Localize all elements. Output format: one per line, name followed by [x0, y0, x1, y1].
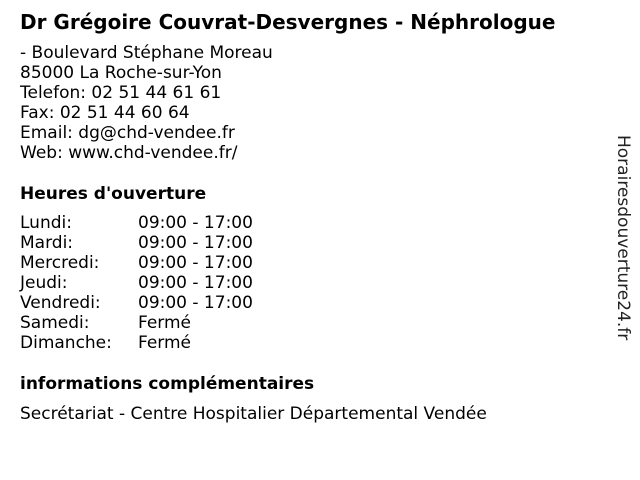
day-label: Vendredi:: [20, 293, 101, 313]
page-title: Dr Grégoire Couvrat-Desvergnes - Néphrologue: [20, 10, 556, 34]
hours-row-friday: [20, 293, 253, 313]
site-watermark: Horairesdouverture24.fr: [613, 135, 633, 341]
time-value: 09:00 - 17:00: [138, 233, 253, 253]
contact-block: [20, 43, 273, 163]
day-label: Mardi:: [20, 233, 74, 253]
day-label: Jeudi:: [20, 273, 68, 293]
web-line: Web: www.chd-vendee.fr/: [20, 143, 238, 163]
day-label: Dimanche:: [20, 333, 112, 353]
hours-row-sunday: [20, 333, 253, 353]
day-label: Samedi:: [20, 313, 90, 333]
time-value: 09:00 - 17:00: [138, 253, 253, 273]
hours-row-tuesday: [20, 233, 253, 253]
address-line: - Boulevard Stéphane Moreau: [20, 43, 273, 63]
hours-row-thursday: [20, 273, 253, 293]
email-line: Email: dg@chd-vendee.fr: [20, 123, 235, 143]
hours-row-wednesday: [20, 253, 253, 273]
time-value: 09:00 - 17:00: [138, 213, 253, 233]
phone-line: Telefon: 02 51 44 61 61: [20, 83, 222, 103]
hours-row-monday: [20, 213, 253, 233]
time-value: 09:00 - 17:00: [138, 273, 253, 293]
hours-row-saturday: [20, 313, 253, 333]
hours-table: [20, 213, 253, 353]
info-text: Secrétariat - Centre Hospitalier Départemental Vendée: [20, 404, 487, 424]
time-value: Fermé: [138, 333, 192, 353]
day-label: Mercredi:: [20, 253, 100, 273]
hours-heading: Heures d'ouverture: [20, 184, 207, 204]
info-heading: informations complémentaires: [20, 374, 315, 394]
time-value: Fermé: [138, 313, 192, 333]
time-value: 09:00 - 17:00: [138, 293, 253, 313]
fax-line: Fax: 02 51 44 60 64: [20, 103, 190, 123]
day-label: Lundi:: [20, 213, 72, 233]
city-line: 85000 La Roche-sur-Yon: [20, 63, 222, 83]
